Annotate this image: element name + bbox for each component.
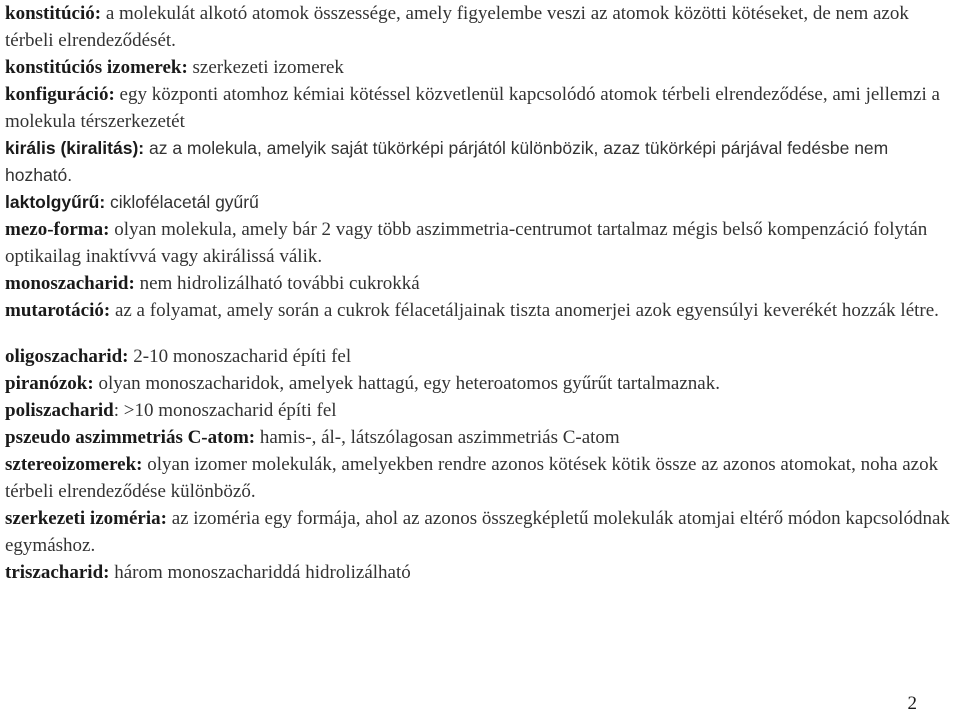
glossary-page	[5, 0, 955, 586]
glossary-term: mutarotáció:	[5, 300, 111, 321]
glossary-definition: az a folyamat, amely során a cukrok félacetáljainak tiszta anomerjei azok egyensúlyi keverékét hozzák létre.	[110, 300, 939, 321]
glossary-entry-sztereoizomerek	[5, 451, 955, 505]
glossary-definition: 2-10 monoszacharid építi fel	[128, 346, 352, 367]
glossary-entry-mutarotacio	[5, 297, 955, 324]
glossary-definition: szerkezeti izomerek	[187, 57, 344, 78]
glossary-entry-konfiguracio	[5, 81, 955, 135]
glossary-entry-piranozok	[5, 370, 955, 397]
glossary-entry-oligoszacharid	[5, 343, 955, 370]
glossary-entry-pszeudo-aszimmetrias	[5, 424, 955, 451]
glossary-entry-monoszacharid	[5, 270, 955, 297]
glossary-term: szerkezeti izoméria:	[5, 508, 167, 529]
glossary-entry-mezo-forma	[5, 216, 955, 270]
glossary-definition: a molekulát alkotó atomok összessége, amely figyelembe veszi az atomok közötti kötéseket, de nem azok térbeli elrendeződését.	[5, 3, 909, 51]
glossary-term: monoszacharid:	[5, 273, 135, 294]
glossary-definition: az a molekula, amelyik saját tükörképi párjától különbözik, azaz tükörképi párjával fedésbe nem hozható.	[5, 138, 889, 185]
glossary-term: poliszacharid	[5, 400, 114, 421]
glossary-entry-szerkezeti-izomeria	[5, 505, 955, 559]
glossary-term: triszacharid:	[5, 562, 110, 583]
glossary-definition: egy központi atomhoz kémiai kötéssel közvetlenül kapcsolódó atomok térbeli elrendeződése, ami jellemzi a molekula térszerkezetét	[5, 84, 940, 132]
glossary-definition: : >10 monoszacharid építi fel	[113, 400, 337, 421]
glossary-definition: ciklofélacetál gyűrű	[105, 192, 259, 212]
glossary-entry-poliszacharid	[5, 397, 955, 424]
glossary-term: pszeudo aszimmetriás C-atom:	[5, 427, 256, 448]
section-gap	[5, 324, 955, 343]
glossary-bottom-section	[5, 343, 955, 586]
glossary-term: konstitúció:	[5, 3, 102, 24]
glossary-term: királis (kiralitás):	[5, 138, 145, 158]
glossary-entry-laktolgyuru	[5, 189, 955, 216]
glossary-definition: olyan monoszacharidok, amelyek hattagú, egy heteroatomos gyűrűt tartalmaznak.	[93, 373, 720, 394]
glossary-entry-konstitucios-izomerek	[5, 54, 955, 81]
glossary-entry-kiralis	[5, 135, 955, 189]
glossary-term: konstitúciós izomerek:	[5, 57, 188, 78]
glossary-definition: olyan izomer molekulák, amelyekben rendre azonos kötések kötik össze az azonos atomokat, noha azok térbeli elrendeződése különböző.	[5, 454, 939, 502]
glossary-definition: nem hidrolizálható további cukrokká	[134, 273, 420, 294]
glossary-definition: az izoméria egy formája, ahol az azonos összegképletű molekulák atomjai eltérő módon kapcsolódnak egymáshoz.	[5, 508, 950, 556]
glossary-definition: olyan molekula, amely bár 2 vagy több aszimmetria-centrumot tartalmaz mégis belső kompenzáció folytán optikailag inaktívvá vagy akirálissá válik.	[5, 219, 928, 267]
glossary-entry-triszacharid	[5, 559, 955, 586]
glossary-term: konfiguráció:	[5, 84, 115, 105]
glossary-term: mezo-forma:	[5, 219, 110, 240]
glossary-term: piranózok:	[5, 373, 94, 394]
glossary-term: sztereoizomerek:	[5, 454, 143, 475]
glossary-definition: három monoszachariddá hidrolizálható	[109, 562, 411, 583]
glossary-term: laktolgyűrű:	[5, 192, 106, 212]
glossary-definition: hamis-, ál-, látszólagosan aszimmetriás C-atom	[255, 427, 620, 448]
glossary-top-section	[5, 0, 955, 324]
glossary-term: oligoszacharid:	[5, 346, 129, 367]
glossary-entry-konstitucio	[5, 0, 955, 54]
page-number: 2	[907, 693, 917, 714]
